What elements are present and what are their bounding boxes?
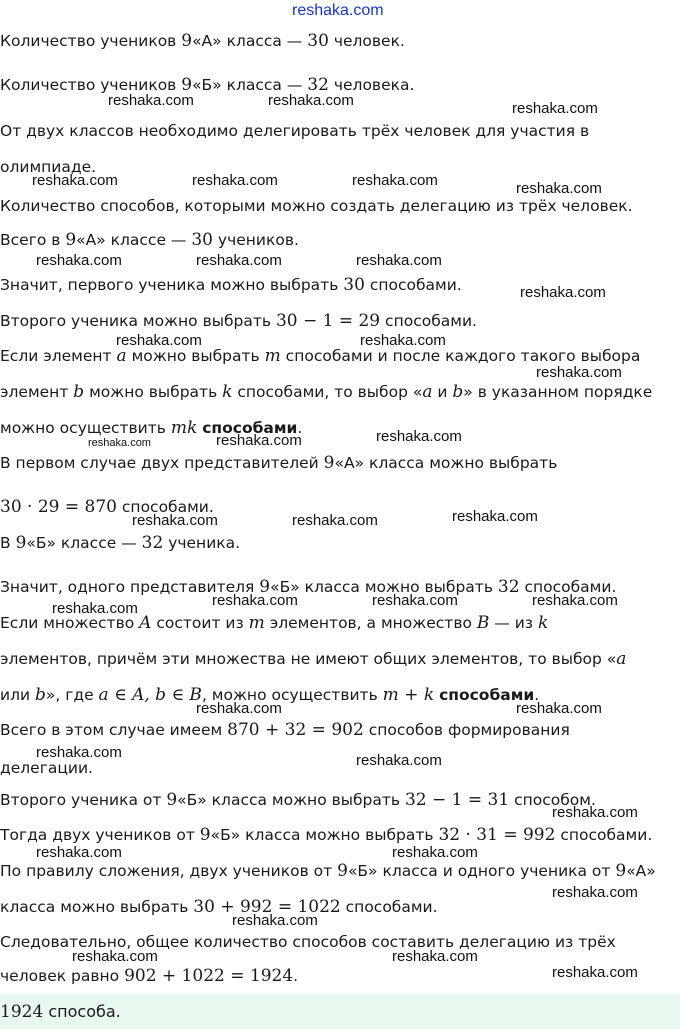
line-24: класса можно выбрать 30 + 992 = 1022 способами. (0, 897, 438, 917)
watermark: reshaka.com (36, 844, 122, 861)
line-5: Количество способов, которыми можно создать делегацию из трёх человек. (0, 197, 633, 215)
watermark: reshaka.com (232, 912, 318, 929)
watermark: reshaka.com (352, 172, 438, 189)
watermark: reshaka.com (108, 92, 194, 109)
line-21: Второго ученика от 9«Б» класса можно выбрать 32 − 1 = 31 способом. (0, 790, 596, 810)
line-18: или b», где a ∈ A, b ∈ B, можно осуществить m + k способами. (0, 685, 540, 705)
line-13: 30 · 29 = 870 способами. (0, 497, 214, 517)
line-3: От двух классов необходимо делегировать трёх человек для участия в (0, 122, 590, 140)
watermark: reshaka.com (212, 592, 298, 609)
watermark: reshaka.com (36, 252, 122, 269)
line-10: элемент b можно выбрать k способами, то выбор «a и b» в указанном порядке (0, 382, 653, 402)
answer-text: 1924 способа. (0, 1002, 121, 1022)
line-25: Следовательно, общее количество способов составить делегацию из трёх (0, 933, 616, 951)
watermark: reshaka.com (192, 172, 278, 189)
line-11: можно осуществить mk способами. (0, 418, 303, 438)
watermark: reshaka.com (532, 592, 618, 609)
watermark: reshaka.com (392, 844, 478, 861)
answer-box (0, 994, 680, 1029)
watermark: reshaka.com (36, 744, 122, 761)
watermark: reshaka.com (512, 100, 598, 117)
watermark: reshaka.com (292, 512, 378, 529)
line-23: По правилу сложения, двух учеников от 9«Б» класса и одного ученика от 9«А» (0, 861, 656, 881)
watermark: reshaka.com (132, 512, 218, 529)
line-9: Если элемент a можно выбрать m способами и после каждого такого выбора (0, 346, 641, 366)
line-16: Если множество A состоит из m элементов, а множество B — из k (0, 613, 549, 633)
watermark-top: reshaka.com (292, 2, 384, 19)
line-4: олимпиаде. (0, 158, 97, 176)
line-7: Значит, первого ученика можно выбрать 30 способами. (0, 275, 462, 295)
watermark: reshaka.com (216, 432, 302, 449)
watermark: reshaka.com (356, 252, 442, 269)
watermark: reshaka.com (452, 508, 538, 525)
line-1: Количество учеников 9«А» класса — 30 человек. (0, 31, 405, 51)
line-6: Всего в 9«А» классе — 30 учеников. (0, 230, 299, 250)
line-15: Значит, одного представителя 9«Б» класса можно выбрать 32 способами. (0, 577, 617, 597)
line-2: Количество учеников 9«Б» класса — 32 человека. (0, 75, 415, 95)
watermark: reshaka.com (72, 948, 158, 965)
line-19: Всего в этом случае имеем 870 + 32 = 902 способов формирования (0, 720, 570, 740)
watermark: reshaka.com (268, 92, 354, 109)
watermark: reshaka.com (552, 964, 638, 981)
watermark: reshaka.com (356, 752, 442, 769)
watermark: reshaka.com (392, 948, 478, 965)
watermark: reshaka.com (552, 884, 638, 901)
line-17: элементов, причём эти множества не имеют общих элементов, то выбор «a (0, 649, 627, 669)
watermark: reshaka.com (520, 284, 606, 301)
line-8: Второго ученика можно выбрать 30 − 1 = 29 способами. (0, 311, 477, 331)
line-14: В 9«Б» классе — 32 ученика. (0, 533, 241, 553)
watermark: reshaka.com (516, 180, 602, 197)
line-12: В первом случае двух представителей 9«А» класса можно выбрать (0, 453, 558, 473)
watermark: reshaka.com (52, 600, 138, 617)
watermark: reshaka.com (516, 700, 602, 717)
watermark: reshaka.com (536, 364, 622, 381)
watermark: reshaka.com (196, 252, 282, 269)
line-20: делегации. (0, 759, 93, 777)
watermark: reshaka.com (360, 332, 446, 349)
watermark: reshaka.com (116, 332, 202, 349)
line-26: человек равно 902 + 1022 = 1924. (0, 966, 299, 986)
watermark: reshaka.com (88, 437, 151, 449)
watermark: reshaka.com (196, 700, 282, 717)
watermark: reshaka.com (552, 804, 638, 821)
watermark: reshaka.com (372, 592, 458, 609)
line-22: Тогда двух учеников от 9«Б» класса можно выбрать 32 · 31 = 992 способами. (0, 825, 653, 845)
watermark: reshaka.com (32, 172, 118, 189)
watermark: reshaka.com (376, 428, 462, 445)
